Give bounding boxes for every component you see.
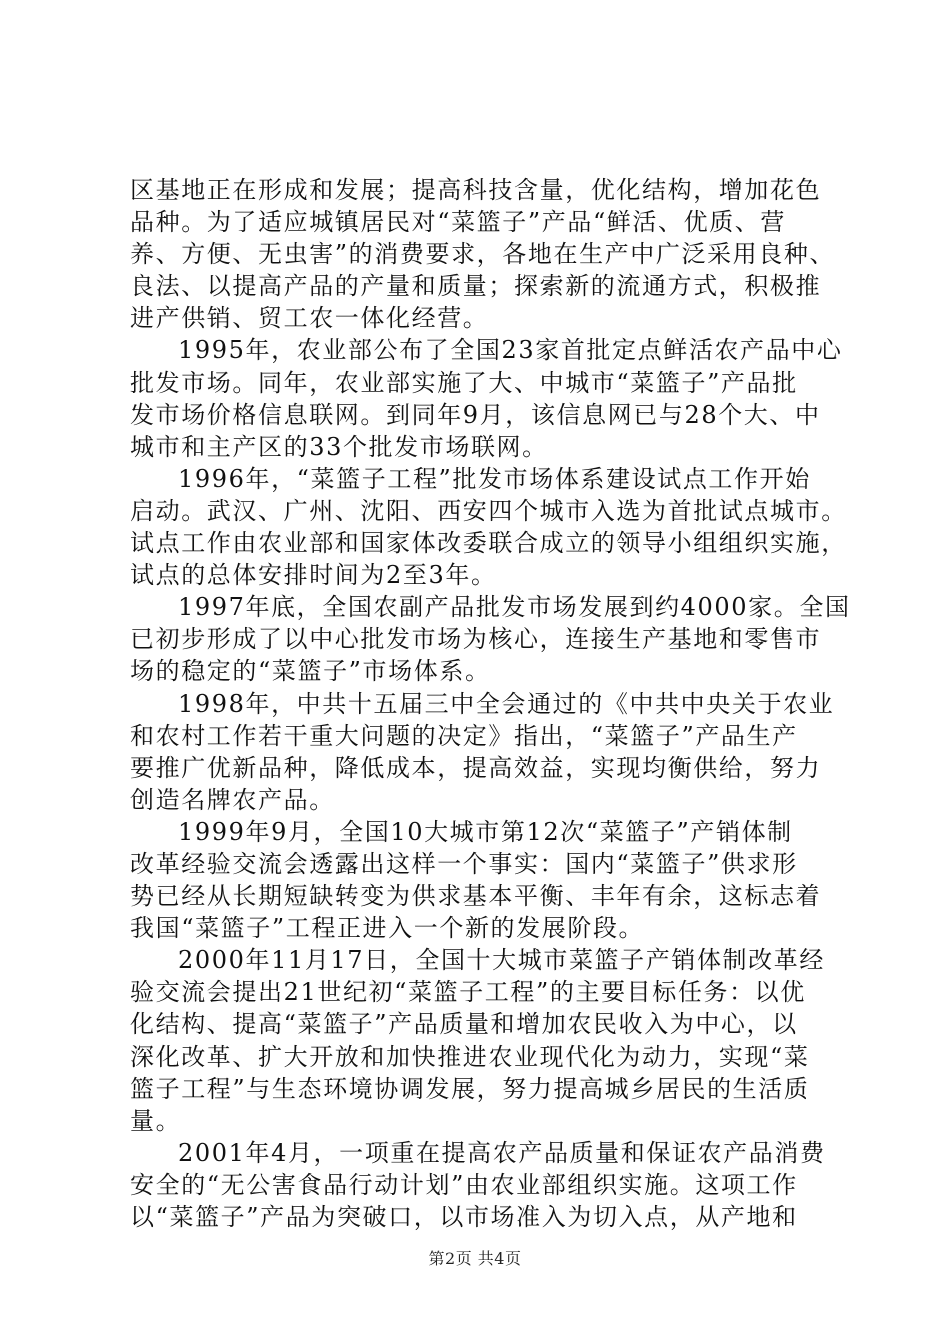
- text-line: 良法、以提高产品的产量和质量；探索新的流通方式，积极推: [130, 272, 822, 301]
- text-line: 改革经验交流会透露出这样一个事实：国内“菜篮子”供求形: [130, 849, 798, 878]
- text-line: 深化改革、扩大开放和加快推进农业现代化为动力，实现“菜: [130, 1042, 810, 1071]
- paragraph-start-line: 1995年，农业部公布了全国23家首批定点鲜活农产品中心: [178, 336, 843, 365]
- text-line: 和农村工作若干重大问题的决定》指出，“菜篮子”产品生产: [130, 721, 798, 750]
- page-footer: [0, 1246, 950, 1269]
- text-line: 场的稳定的“菜篮子”市场体系。: [130, 657, 491, 686]
- paragraph-start-line: 1999年9月，全国10大城市第12次“菜篮子”产销体制: [178, 817, 793, 846]
- text-line: 启动。武汉、广州、沈阳、西安四个城市入选为首批试点城市。: [130, 496, 847, 525]
- text-line: 批发市场。同年，农业部实施了大、中城市“菜篮子”产品批: [130, 368, 798, 397]
- text-line: 区基地正在形成和发展；提高科技含量，优化结构，增加花色: [130, 176, 822, 204]
- text-line: 量。: [130, 1106, 182, 1135]
- text-line: 化结构、提高“菜篮子”产品质量和增加农民收入为中心，以: [130, 1010, 798, 1039]
- text-line: 以“菜篮子”产品为突破口，以市场准入为切入点，从产地和: [130, 1203, 798, 1231]
- text-line: 创造名牌农产品。: [130, 785, 335, 814]
- text-line: 品种。为了适应城镇居民对“菜篮子”产品“鲜活、优质、营: [130, 208, 787, 237]
- document-body: [130, 174, 851, 1233]
- text-line: 发市场价格信息联网。到同年9月，该信息网已与28个大、中: [130, 400, 821, 429]
- text-line: 城市和主产区的33个批发市场联网。: [130, 432, 548, 461]
- text-line: 试点的总体安排时间为2至3年。: [130, 561, 497, 590]
- page-number-label: 第2页 共4页: [428, 1249, 522, 1268]
- text-line: 安全的“无公害食品行动计划”由农业部组织实施。这项工作: [130, 1170, 798, 1199]
- text-line: 已初步形成了以中心批发市场为核心，连接生产基地和零售市: [130, 625, 822, 654]
- text-line: 我国“菜篮子”工程正进入一个新的发展阶段。: [130, 914, 645, 943]
- text-line: 养、方便、无虫害”的消费要求，各地在生产中广泛采用良种、: [130, 240, 836, 269]
- text-line: 势已经从长期短缺转变为供求基本平衡、丰年有余，这标志着: [130, 882, 822, 911]
- text-line: 要推广优新品种，降低成本，提高效益，实现均衡供给，努力: [130, 753, 822, 782]
- text-line: 试点工作由农业部和国家体改委联合成立的领导小组组织实施，: [130, 529, 847, 558]
- paragraph-start-line: 1996年，“菜篮子工程”批发市场体系建设试点工作开始: [178, 464, 811, 493]
- paragraph-start-line: 1998年，中共十五届三中全会通过的《中共中央关于农业: [178, 689, 835, 718]
- text-line: 验交流会提出21世纪初“菜篮子工程”的主要目标任务：以优: [130, 978, 806, 1007]
- paragraph-start-line: 2001年4月，一项重在提高农产品质量和保证农产品消费: [178, 1138, 826, 1167]
- paragraph-start-line: 1997年底，全国农副产品批发市场发展到约4000家。全国: [178, 593, 851, 622]
- text-line: 进产供销、贸工农一体化经营。: [130, 304, 489, 333]
- paragraph-start-line: 2000年11月17日，全国十大城市菜篮子产销体制改革经: [178, 946, 825, 975]
- text-line: 篮子工程”与生态环境协调发展，努力提高城乡居民的生活质: [130, 1074, 810, 1103]
